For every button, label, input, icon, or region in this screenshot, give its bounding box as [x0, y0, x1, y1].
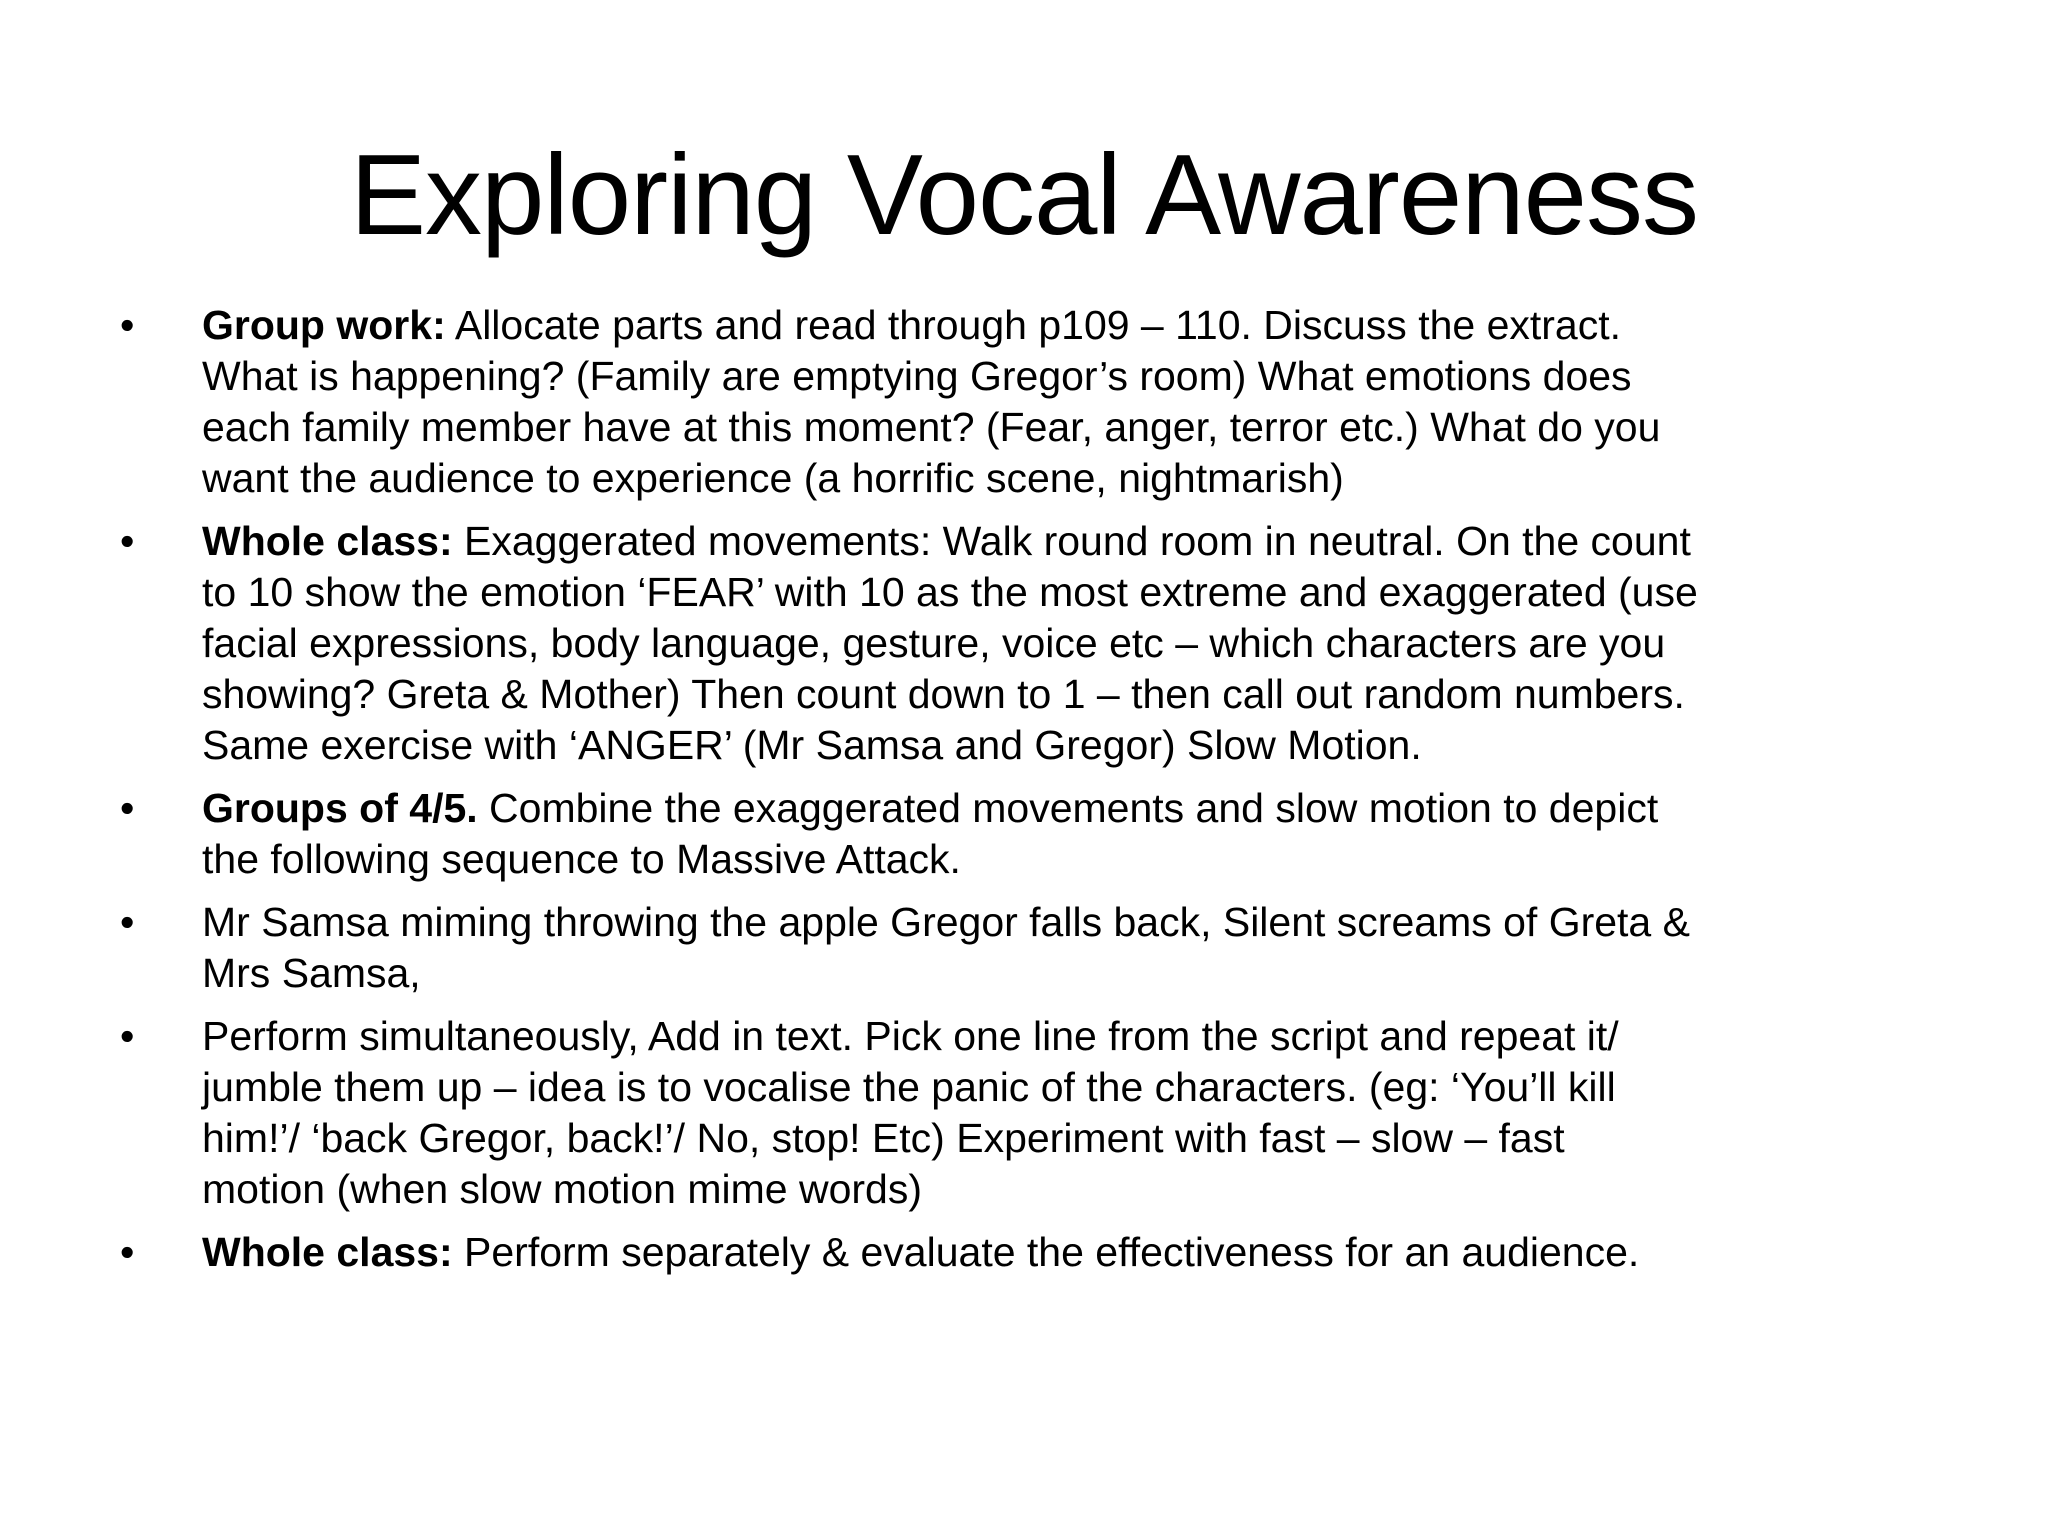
bullet-icon: • [120, 899, 135, 945]
bullet-item-perform-simultaneously [0, 1011, 2048, 1215]
bullet-text-line: facial expressions, body language, gesture, voice etc – which characters are you [202, 620, 1666, 666]
bullet-item-mr-samsa [0, 897, 2048, 999]
bullet-text-line: him!’/ ‘back Gregor, back!’/ No, stop! Etc) Experiment with fast – slow – fast [202, 1115, 1565, 1161]
bullet-text-line: Exaggerated movements: Walk round room in neutral. On the count [452, 518, 1691, 564]
bullet-item-whole-class-exaggerated [0, 516, 2048, 771]
bullet-text-line: showing? Greta & Mother) Then count down to 1 – then call out random numbers. [202, 671, 1685, 717]
bullet-lead: Whole class: [202, 1229, 453, 1275]
slide-title: Exploring Vocal Awareness [349, 132, 1699, 259]
bullet-text-line: each family member have at this moment? (Fear, anger, terror etc.) What do you [202, 404, 1661, 450]
bullet-text-line: jumble them up – idea is to vocalise the panic of the characters. (eg: ‘You’ll kill [202, 1064, 1616, 1110]
bullet-text-line: want the audience to experience (a horrific scene, nightmarish) [202, 455, 1344, 501]
bullet-text-line: motion (when slow motion mime words) [202, 1166, 923, 1212]
bullet-text-line: What is happening? (Family are emptying Gregor’s room) What emotions does [202, 353, 1632, 399]
bullet-text-line: Same exercise with ‘ANGER’ (Mr Samsa and Gregor) Slow Motion. [202, 722, 1422, 768]
bullet-icon: • [120, 785, 135, 831]
bullet-item-groups-of-4-5 [0, 783, 2048, 885]
bullet-item-whole-class-perform [0, 1227, 2048, 1278]
bullet-lead: Whole class: [202, 518, 453, 564]
bullet-lead: Groups of 4/5. [202, 785, 478, 831]
bullet-text-line: Mrs Samsa, [202, 950, 421, 996]
bullet-text-line: Combine the exaggerated movements and slow motion to depict [477, 785, 1659, 831]
bullet-text-line: Perform separately & evaluate the effectiveness for an audience. [452, 1229, 1640, 1275]
bullet-icon: • [120, 1013, 135, 1059]
bullet-text-line: the following sequence to Massive Attack. [202, 836, 961, 882]
bullet-icon: • [120, 518, 135, 564]
bullet-item-group-work [0, 300, 2048, 504]
bullet-text-line: Mr Samsa miming throwing the apple Gregor falls back, Silent screams of Greta & [202, 899, 1690, 945]
bullet-lead: Group work: [202, 302, 446, 348]
bullet-icon: • [120, 302, 135, 348]
bullet-list [0, 300, 2048, 1290]
bullet-icon: • [120, 1229, 135, 1275]
bullet-text-line: to 10 show the emotion ‘FEAR’ with 10 as the most extreme and exaggerated (use [202, 569, 1698, 615]
bullet-text-line: Allocate parts and read through p109 – 110. Discuss the extract. [445, 302, 1622, 348]
bullet-text-line: Perform simultaneously, Add in text. Pick one line from the script and repeat it/ [202, 1013, 1619, 1059]
